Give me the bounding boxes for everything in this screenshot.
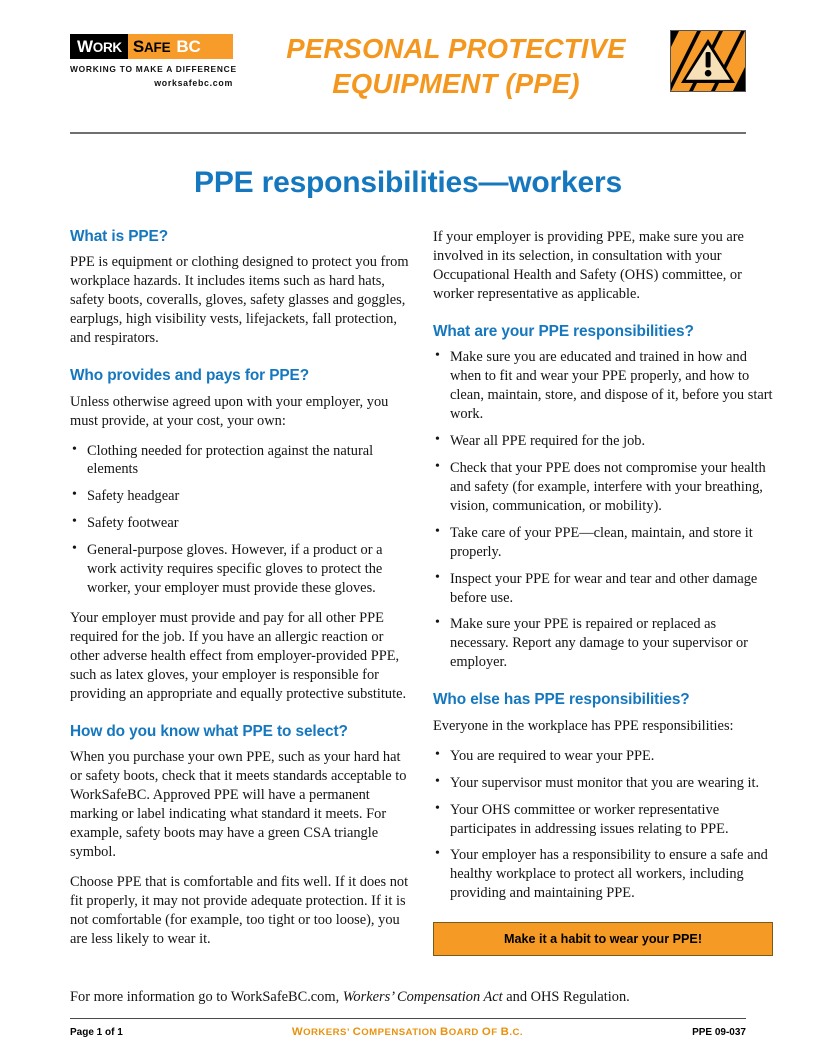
logo-work-text xyxy=(70,34,128,59)
paragraph-who-provides-intro: Unless otherwise agreed upon with your employer, you must provide, at your cost, your own: xyxy=(70,393,389,429)
page-footer xyxy=(70,988,746,1038)
page-header xyxy=(70,0,746,112)
footer-divider xyxy=(70,1018,746,1019)
logo-tagline: WORKING TO MAKE A DIFFERENCE xyxy=(70,64,237,74)
more-info-suffix: and OHS Regulation. xyxy=(502,989,630,1006)
section-heading-what-is-ppe: What is PPE? xyxy=(70,228,168,245)
list-item: • Your OHS committee or worker representative participates in addressing issues relating to PPE. xyxy=(433,801,773,839)
bullet-list-who-else xyxy=(433,747,773,904)
more-info-prefix: For more information go to WorkSafeBC.com, xyxy=(70,989,343,1006)
logo-safe-bc-block xyxy=(128,34,233,59)
logo-safe-label: SAFE xyxy=(132,37,171,56)
page-title xyxy=(242,30,670,101)
bullet-list-worker-provides xyxy=(70,442,410,599)
list-item: • Make sure you are educated and trained in how and when to fit and wear your PPE properly, and how to clean, maintain, store, and dispose of it, before you start work. xyxy=(433,348,773,424)
list-item: • General-purpose gloves. However, if a product or a work activity requires specific gloves to protect the worker, your employer must provide these gloves. xyxy=(70,541,410,598)
paragraph-who-else-intro: Everyone in the workplace has PPE responsibilities: xyxy=(433,717,734,734)
header-divider xyxy=(70,132,746,134)
list-item: • You are required to wear your PPE. xyxy=(433,747,773,766)
list-item: • Take care of your PPE—clean, maintain, and store it properly. xyxy=(433,524,773,562)
footer-organization: WORKERS’ COMPENSATION BOARD OF B.C. xyxy=(291,1026,523,1038)
logo-bc-label: BC xyxy=(176,37,201,56)
content-columns xyxy=(70,228,773,956)
section-heading-how-to-select: How do you know what PPE to select? xyxy=(70,722,348,740)
more-information-line xyxy=(70,988,746,1007)
logo-website-url: worksafebc.com xyxy=(154,78,233,88)
list-item: • Your supervisor must monitor that you are wearing it. xyxy=(433,774,773,793)
page-title-line1: PERSONAL PROTECTIVE xyxy=(286,33,626,64)
footer-row xyxy=(70,1026,746,1038)
section-heading-your-responsibilities: What are your PPE responsibilities? xyxy=(433,322,694,340)
main-heading: PPE responsibilities—workers xyxy=(194,166,622,199)
callout-banner xyxy=(433,922,773,956)
section-heading-who-provides: Who provides and pays for PPE? xyxy=(70,367,310,385)
logo-wordmark xyxy=(70,34,233,59)
callout-text: Make it a habit to wear your PPE! xyxy=(503,932,703,947)
list-item: • Safety footwear xyxy=(70,514,410,533)
document-number: PPE 09-037 xyxy=(692,1027,746,1038)
list-item: • Inspect your PPE for wear and tear and other damage before use. xyxy=(433,570,773,608)
bullet-list-your-responsibilities xyxy=(433,348,773,672)
paragraph-what-is-ppe: PPE is equipment or clothing designed to protect you from workplace hazards. It includes items such as hard hats, safety boots, coveralls, gloves, safety glasses and goggles, earplugs, high visibility vests, lifejackets, fall protection, and respirators. xyxy=(70,254,409,347)
list-item: • Safety headgear xyxy=(70,487,410,506)
paragraph-select-comfort: Choose PPE that is comfortable and fits well. If it does not fit properly, it may not provide adequate protection. If it is not comfortable (for example, too tight or too loose), you are less likely to wear it. xyxy=(70,873,409,947)
logo-work-label: WORK xyxy=(77,37,122,56)
list-item: • Check that your PPE does not compromise your health and safety (for example, interfere with your breathing, vision, communication, or mobility). xyxy=(433,459,773,516)
list-item: • Wear all PPE required for the job. xyxy=(433,432,773,451)
paragraph-select-standards: When you purchase your own PPE, such as your hard hat or safety boots, check that it meets standards acceptable to WorkSafeBC. Approved PPE will have a permanent marking or label indicating what standard it meets. For example, safety boots may have a green CSA triangle symbol. xyxy=(70,749,407,860)
page-title-line2: EQUIPMENT (PPE) xyxy=(332,67,580,99)
list-item: • Make sure your PPE is repaired or replaced as necessary. Report any damage to your supervisor or employer. xyxy=(433,615,773,672)
left-column xyxy=(70,228,410,956)
section-heading-who-else: Who else has PPE responsibilities? xyxy=(433,691,690,709)
list-item: • Your employer has a responsibility to ensure a safe and healthy workplace to protect all workers, including providing and maintaining PPE. xyxy=(433,846,773,903)
more-info-act-title: Workers’ Compensation Act xyxy=(342,989,503,1006)
paragraph-employer-pays: Your employer must provide and pay for all other PPE required for the job. If you have an allergic reaction or other adverse health effect from employer-provided PPE, such as latex gloves, your employer is responsible for providing an appropriate and equally protective substitute. xyxy=(70,610,407,702)
page-number: Page 1 of 1 xyxy=(70,1027,123,1038)
right-column xyxy=(433,228,773,956)
warning-triangle-icon xyxy=(670,30,746,92)
list-item: • Clothing needed for protection against the natural elements xyxy=(70,442,410,480)
worksafebc-logo xyxy=(70,30,242,88)
paragraph-employer-providing-ppe: If your employer is providing PPE, make sure you are involved in its selection, in consultation with your Occupational Health and Safety (OHS) committee, or worker representative as applicable. xyxy=(433,229,744,302)
